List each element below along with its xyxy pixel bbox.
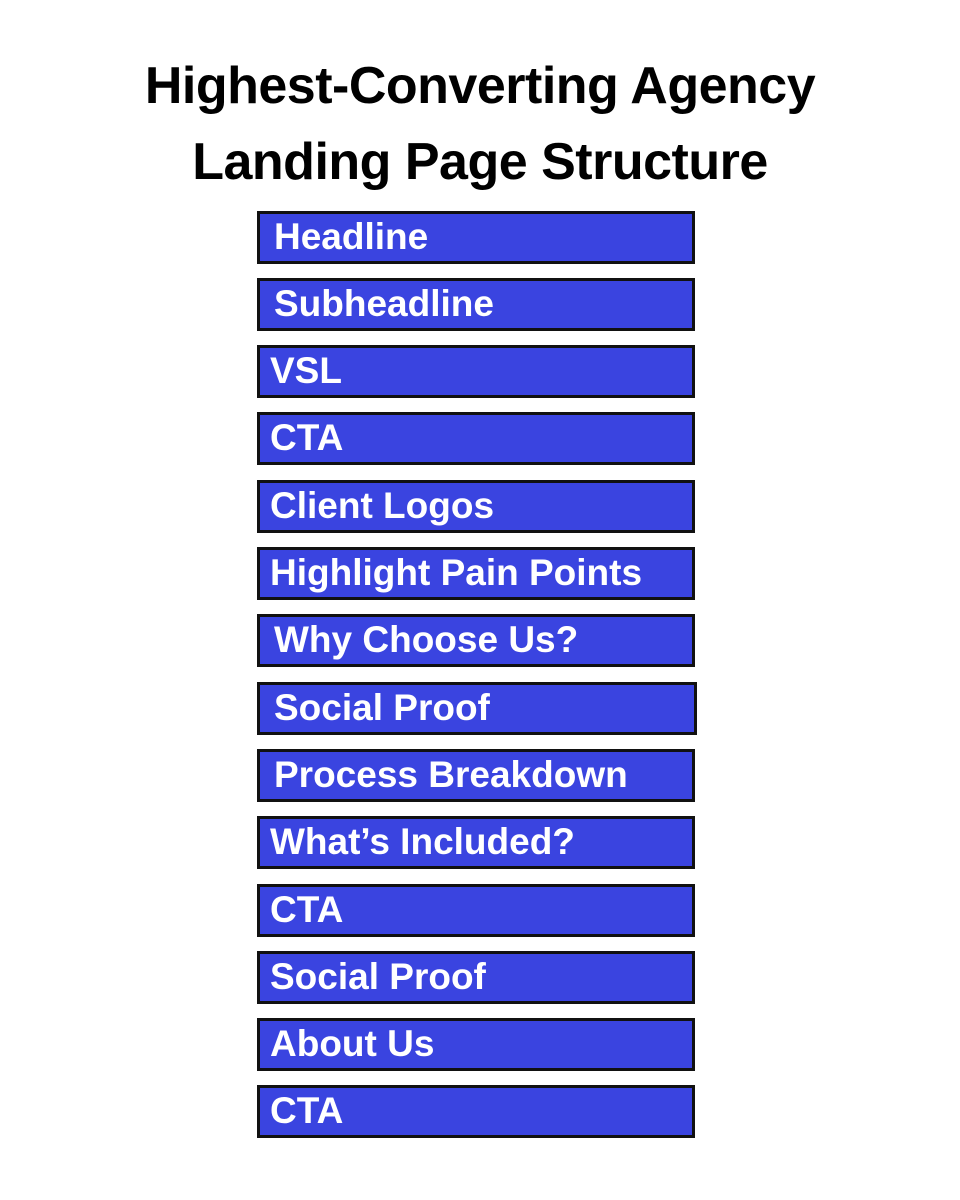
section-label: VSL (270, 350, 342, 391)
section-label: Social Proof (270, 956, 486, 997)
section-block-social-proof-2 (257, 951, 695, 1004)
section-block-whats-included (257, 816, 695, 869)
section-label: Client Logos (270, 485, 495, 526)
section-label: Subheadline (274, 283, 494, 324)
title-line-2: Landing Page Structure (192, 133, 768, 191)
section-block-why-choose-us (257, 614, 695, 667)
section-block-about-us (257, 1018, 695, 1071)
section-label: Headline (274, 216, 429, 257)
section-label: CTA (270, 417, 344, 458)
section-block-subheadline (257, 278, 695, 331)
section-label: CTA (270, 1090, 344, 1131)
section-label: Social Proof (274, 687, 490, 728)
section-label: CTA (270, 889, 344, 930)
section-block-headline (257, 211, 695, 264)
section-label: About Us (270, 1023, 435, 1064)
section-block-cta-3 (257, 1085, 695, 1138)
section-label: Process Breakdown (274, 754, 628, 795)
section-block-highlight-pain-points (257, 547, 695, 600)
section-label: What’s Included? (270, 821, 575, 862)
section-block-social-proof (257, 682, 697, 735)
section-block-vsl (257, 345, 695, 398)
section-label: Highlight Pain Points (270, 552, 643, 593)
section-block-cta-2 (257, 884, 695, 937)
section-block-process-breakdown (257, 749, 695, 802)
title-line-1: Highest-Converting Agency (144, 57, 816, 115)
section-block-cta (257, 412, 695, 465)
section-block-client-logos (257, 480, 695, 533)
section-label: Why Choose Us? (274, 619, 579, 660)
